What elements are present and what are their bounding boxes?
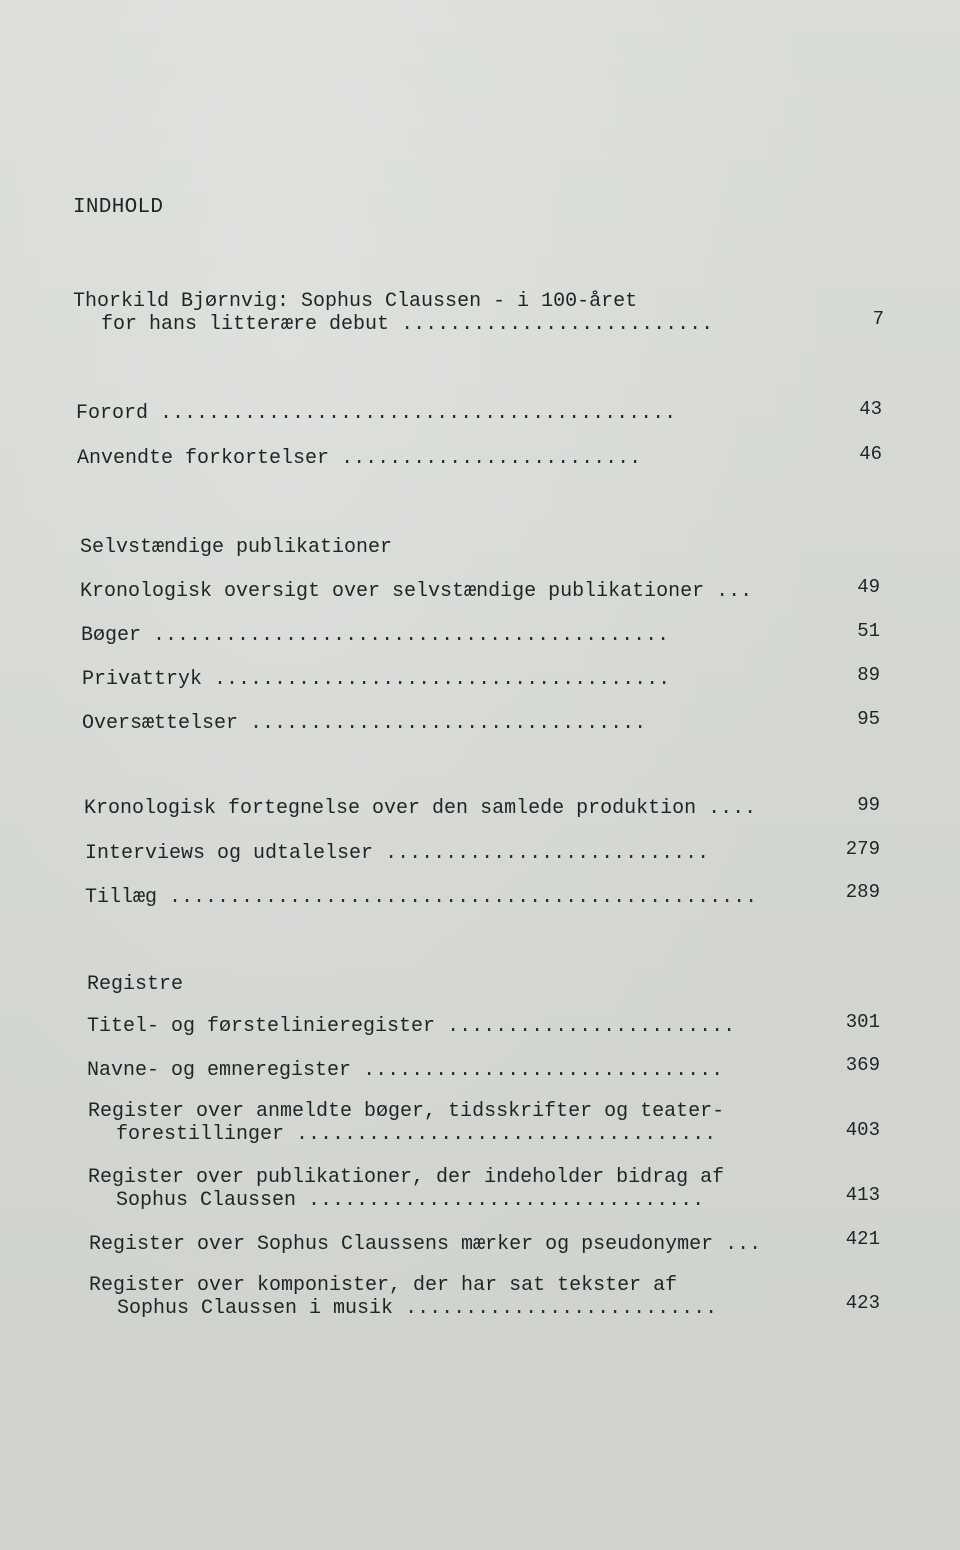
toc-entry-intro: [73, 290, 713, 336]
page-number: 99: [857, 794, 880, 816]
toc-entry-komponister: [89, 1274, 717, 1320]
entry-title: Interviews og udtalelser: [85, 842, 374, 865]
leader-dots: ...: [716, 580, 753, 603]
page-number: 403: [845, 1119, 880, 1141]
entry-line-2: [88, 1123, 724, 1146]
page-number: 43: [859, 398, 882, 420]
leader-dots: ..........................: [401, 313, 714, 336]
toc-entry-tillaeg: [85, 886, 757, 909]
leader-dots: ......................................: [214, 668, 671, 691]
toc-entry-anmeldte: [88, 1100, 724, 1146]
leader-dots: ...........................................: [160, 402, 677, 425]
leader-dots: ..........................: [405, 1297, 718, 1320]
leader-dots: ..............................: [363, 1059, 724, 1082]
toc-entry-publikationer: [88, 1166, 724, 1212]
page-number: 51: [857, 620, 880, 642]
leader-dots: .................................................: [169, 886, 758, 909]
entry-title: Forord: [76, 402, 149, 425]
entry-title-continued: Sophus Claussen i musik: [117, 1297, 394, 1320]
page-number: 301: [845, 1011, 880, 1033]
leader-dots: .........................: [341, 447, 642, 470]
leader-dots: ...........................: [385, 842, 710, 865]
entry-title: Anvendte forkortelser: [77, 447, 330, 470]
section-heading-registre: Registre: [87, 973, 184, 996]
entry-title: Bøger: [81, 624, 142, 647]
entry-title-continued: for hans litterære debut: [101, 313, 390, 336]
leader-dots: ...: [725, 1233, 762, 1256]
entry-line-2: [73, 313, 713, 336]
leader-dots: .................................: [308, 1189, 705, 1212]
section-heading-selvstaendige: Selvstændige publikationer: [80, 536, 393, 559]
toc-entry-navne: [87, 1059, 723, 1082]
entry-line-1: Register over publikationer, der indeholder bidrag af: [88, 1166, 725, 1189]
entry-title: Kronologisk fortegnelse over den samlede produktion: [84, 797, 697, 820]
entry-title-continued: Sophus Claussen: [116, 1189, 297, 1212]
page-number: 7: [872, 308, 884, 330]
toc-entry-boger: [81, 624, 669, 647]
leader-dots: .................................: [250, 712, 647, 735]
page-number: 369: [845, 1054, 880, 1076]
page-number: 95: [857, 708, 880, 730]
entry-line-2: [88, 1189, 724, 1212]
page-number: 423: [845, 1292, 880, 1314]
toc-entry-titel: [87, 1015, 735, 1038]
toc-entry-oversaettelser: [82, 712, 646, 735]
page-number: 89: [857, 664, 880, 686]
toc-entry-kronologisk-fortegnelse: [84, 797, 756, 820]
toc-entry-forkortelser: [77, 447, 641, 470]
leader-dots: ...................................: [296, 1123, 717, 1146]
toc-entry-kronologisk-oversigt: [80, 580, 752, 603]
leader-dots: ....: [708, 797, 757, 820]
toc-entry-privattryk: [82, 668, 670, 691]
entry-line-2: [89, 1297, 717, 1320]
toc-entry-interviews: [85, 842, 709, 865]
entry-title: Oversættelser: [82, 712, 239, 735]
leader-dots: ...........................................: [153, 624, 670, 647]
page-number: 289: [845, 881, 880, 903]
page-number: 413: [845, 1184, 880, 1206]
leader-dots: ........................: [447, 1015, 736, 1038]
toc-entry-maerker: [89, 1233, 761, 1256]
entry-title-continued: forestillinger: [116, 1123, 285, 1146]
contents-heading: INDHOLD: [73, 196, 164, 219]
page-number: 279: [845, 838, 880, 860]
entry-title: Titel- og førstelinieregister: [87, 1015, 436, 1038]
entry-title: Privattryk: [82, 668, 203, 691]
page-number: 49: [857, 576, 880, 598]
entry-title: Register over Sophus Claussens mærker og pseudonymer: [89, 1233, 714, 1256]
entry-title: Kronologisk oversigt over selvstændige publikationer: [80, 580, 705, 603]
page-number: 421: [845, 1228, 880, 1250]
entry-title: Tillæg: [85, 886, 158, 909]
toc-entry-forord: [76, 402, 676, 425]
entry-line-1: Thorkild Bjørnvig: Sophus Claussen - i 100-året: [73, 290, 638, 313]
entry-line-1: Register over komponister, der har sat tekster af: [89, 1274, 678, 1297]
entry-title: Navne- og emneregister: [87, 1059, 352, 1082]
entry-line-1: Register over anmeldte bøger, tidsskrifter og teater-: [88, 1100, 725, 1123]
page-number: 46: [859, 443, 882, 465]
